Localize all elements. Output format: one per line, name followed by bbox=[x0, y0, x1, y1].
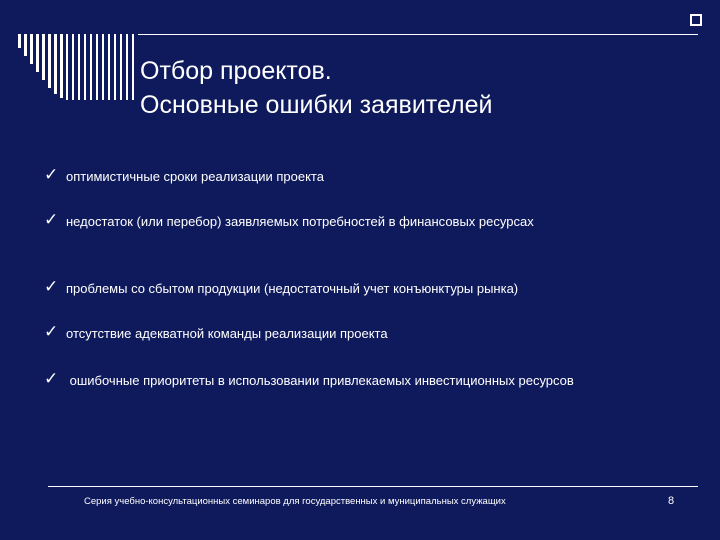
list-item bbox=[44, 322, 684, 343]
bullet-text: недостаток (или перебор) заявляемых потребностей в финансовых ресурсах bbox=[66, 214, 534, 229]
slide-title bbox=[140, 54, 493, 122]
title-line-1: Отбор проектов. bbox=[140, 57, 332, 85]
checkmark-icon: ✓ bbox=[44, 277, 59, 297]
footer-divider bbox=[48, 486, 698, 487]
bullet-text: оптимистичные сроки реализации проекта bbox=[66, 169, 324, 184]
bullet-text: отсутствие адекватной команды реализации проекта bbox=[66, 326, 388, 341]
corner-square-icon bbox=[690, 14, 702, 26]
list-item bbox=[44, 210, 684, 231]
page-number: 8 bbox=[668, 495, 675, 507]
list-item bbox=[44, 165, 684, 186]
checkmark-icon: ✓ bbox=[44, 369, 59, 389]
decorative-stripes bbox=[18, 34, 138, 100]
top-divider bbox=[138, 34, 698, 35]
checkmark-icon: ✓ bbox=[44, 210, 59, 230]
list-item bbox=[44, 369, 684, 390]
list-item bbox=[44, 277, 684, 298]
checkmark-icon: ✓ bbox=[44, 165, 59, 185]
footer-text: Серия учебно-консультационных семинаров для государственных и муниципальных служащих bbox=[84, 496, 506, 507]
checkmark-icon: ✓ bbox=[44, 322, 59, 342]
bullet-text: ошибочные приоритеты в использовании привлекаемых инвестиционных ресурсов bbox=[66, 373, 574, 388]
bullet-text: проблемы со сбытом продукции (недостаточный учет конъюнктуры рынка) bbox=[66, 281, 519, 296]
title-line-2: Основные ошибки заявителей bbox=[140, 91, 493, 119]
